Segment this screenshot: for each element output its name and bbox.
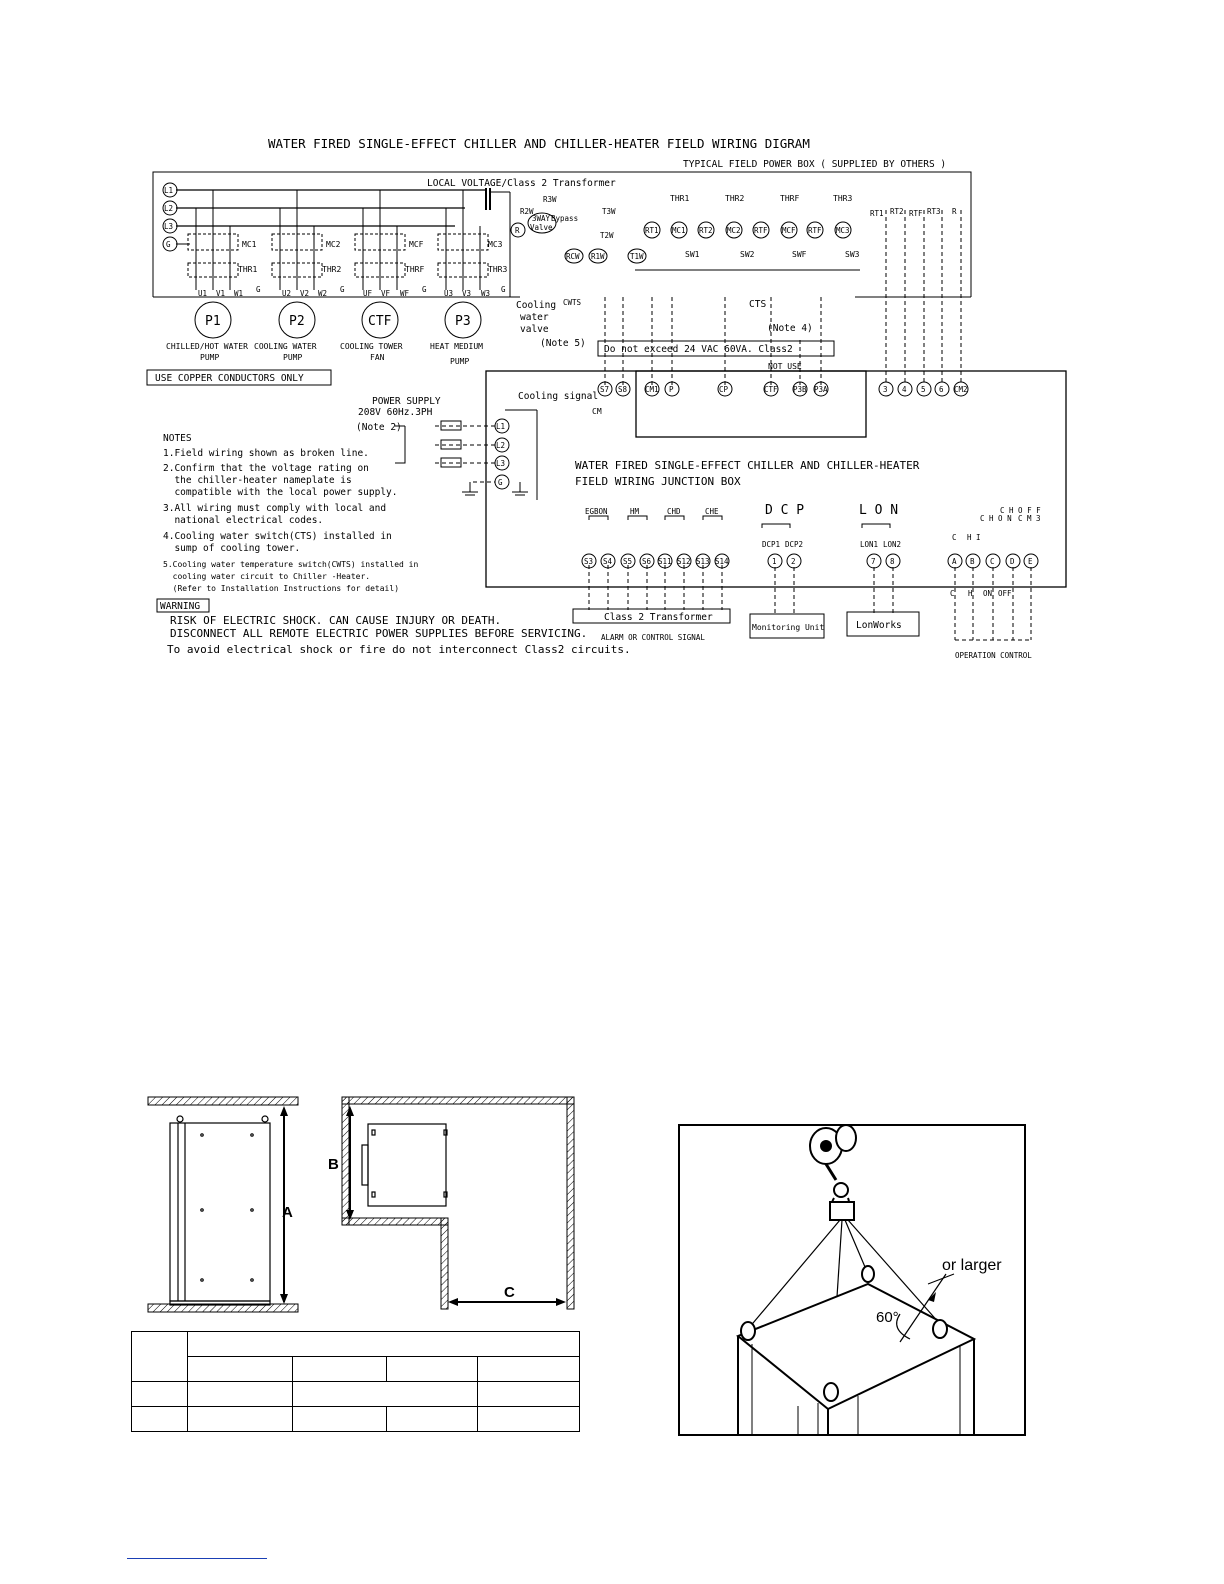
rcw-label: RCW [566,252,580,261]
relay-label: MC2 [727,226,741,235]
op-terminals [948,554,1038,568]
terminal-label: 3 [883,385,888,394]
terminal-label: CM1 [645,385,659,394]
t3w-label: T3W [602,207,616,216]
contactor-label: MC1 [242,240,257,249]
op-vertical-label: C H O N [980,514,1012,523]
terminal-label: S14 [715,557,729,566]
motor-p3-label: P3 [455,314,471,329]
field-wiring-diagram [0,0,1224,680]
table-cell [132,1332,188,1382]
lonworks-label: LonWorks [856,620,902,631]
terminal-label: W2 [318,289,328,298]
motor-caption: FAN [370,353,385,362]
op-vertical-label: C H O F F [1000,506,1041,515]
bypass-label: Bypass [551,214,579,223]
thermal-relay-label: THR2 [322,265,342,274]
op-switch-label: OFF [998,589,1012,598]
terminal-label: CP [719,385,729,394]
wiring-diagram-title: WATER FIRED SINGLE-EFFECT CHILLER AND CHILLER-HEATER FIELD WIRING DIGRAM [268,136,810,151]
lon-terminal-label: LON2 [883,540,902,549]
terminal-label: S5 [623,557,633,566]
terminal-label: S7 [600,385,610,394]
cts-label: CTS [749,299,767,310]
dcp-terminal-label: DCP2 [785,540,804,549]
table-row [132,1332,580,1357]
power-line-labels [163,183,177,251]
cooling-signal-label: Cooling signal [518,391,599,402]
line-label: L2 [164,204,174,213]
motor-caption: PUMP [450,357,470,366]
unit-plan-view [362,1124,447,1206]
motor-terminals [198,285,506,298]
terminal-label: P3A [814,385,828,394]
dcp-heading: D C P [765,503,805,518]
contactor-label: MC3 [488,240,503,249]
warning-line: DISCONNECT ALL REMOTE ELECTRIC POWER SUPPLIES BEFORE SERVICING. [170,627,588,640]
power-supply-note: (Note 2) [356,422,402,433]
cooling-water-valve-label: Cooling [516,300,557,311]
relay-label: MCF [782,226,796,235]
table-cell [188,1357,293,1382]
s-terminals [582,554,729,568]
note-line: cooling water circuit to Chiller -Heater. [163,572,371,581]
note-line: 1.Field wiring shown as broken line. [163,448,369,459]
motor-ctf-label: CTF [368,314,392,329]
relay-circle-labels [645,226,850,235]
terminal-label: S11 [658,557,672,566]
thermal-relay-label: THR1 [238,265,258,274]
arrowhead [556,1298,566,1306]
power-supply-spec: 208V 60Hz.3PH [358,407,433,418]
note5-label: (Note 5) [540,338,586,349]
r1w-label: R1W [591,252,605,261]
note-line: sump of cooling tower. [163,543,301,554]
relay-top-label: THR1 [670,194,690,203]
motor-caption: CHILLED/HOT WATER [166,342,248,351]
motor-caption: PUMP [200,353,220,362]
ceiling-hatch [148,1097,298,1105]
terminal-label: D [1010,557,1015,566]
terminal-label: L1 [496,422,506,431]
thermal-relay-label: THRF [405,265,425,274]
line-label: L1 [164,186,174,195]
terminal-label: WF [400,289,410,298]
switch-label: SW2 [740,250,755,259]
op-switch-label: H [968,589,973,598]
operation-control-label: OPERATION CONTROL [955,651,1032,660]
t1w-label: T1W [630,252,644,261]
motor-caption: COOLING TOWER [340,342,403,351]
footer-link-underline[interactable] [127,1558,267,1559]
motor-caption: COOLING WATER [254,342,317,351]
motor-p1-label: P1 [205,314,221,329]
op-switch-label: ON [983,589,993,598]
rigging-lifting-figure [678,1124,1026,1436]
terminal-label: C [990,557,995,566]
clearance-table [131,1331,580,1432]
note-line: national electrical codes. [163,515,324,526]
rt-label: R [952,207,957,216]
note-line: 4.Cooling water switch(CTS) installed in [163,531,392,542]
terminal-label: 8 [890,557,895,566]
alarm-control-label: ALARM OR CONTROL SIGNAL [601,633,705,642]
terminal-label: W3 [481,289,491,298]
table-cell [387,1407,478,1432]
terminal-label: 1 [772,557,777,566]
supply-terminals [495,419,509,489]
terminal-label: UF [363,289,373,298]
terminal-label: S6 [642,557,652,566]
terminal-label: L2 [496,441,506,450]
relay-top-label: THR3 [833,194,853,203]
terminal-label: G [498,478,503,487]
terminal-label: S4 [603,557,613,566]
op-vertical-label: H I [967,533,981,542]
terminal-label: P [669,385,674,394]
cooling-water-valve-label: valve [520,324,549,335]
terminal-label: V2 [300,289,310,298]
terminal-label: W1 [234,289,244,298]
terminal-label: S13 [696,557,710,566]
terminal-label: G [501,285,506,294]
note-line: NOTES [163,433,192,444]
motor-p2-label: P2 [289,314,305,329]
table-cell [293,1407,387,1432]
warning-line: RISK OF ELECTRIC SHOCK. CAN CAUSE INJURY OR DEATH. [170,614,502,627]
line-label: G [166,240,171,249]
power-box-label: TYPICAL FIELD POWER BOX ( SUPPLIED BY OTHERS ) [683,159,947,170]
table-cell [293,1357,387,1382]
switch-label: SW1 [685,250,700,259]
group-label: CHE [705,507,719,516]
terminal-label: CM2 [954,385,968,394]
terminal-label: U3 [444,289,454,298]
relay-label: RTF [808,226,822,235]
terminal-label: G [422,285,427,294]
relay-label: RTF [754,226,768,235]
line-label: L3 [164,222,174,231]
power-supply-label: POWER SUPPLY [372,396,441,407]
cwts-label: CWTS [563,298,582,307]
contactor-label: MC2 [326,240,341,249]
motor-caption: PUMP [283,353,303,362]
note4-label: (Note 4) [767,323,813,334]
terminal-label: 4 [902,385,907,394]
not-use-label: NOT USE [768,362,802,371]
terminal-label: A [952,557,957,566]
motor-caption: HEAT MEDIUM [430,342,483,351]
rt-label: RT3 [927,207,941,216]
lon-terminal-label: LON1 [860,540,879,549]
terminal-label: U1 [198,289,208,298]
warning-line: To avoid electrical shock or fire do not interconnect Class2 circuits. [167,643,631,656]
class2-transformer-label: Class 2 Transformer [604,612,713,623]
relay-r-label: R [515,226,520,235]
group-label: CHD [667,507,681,516]
op-vertical-label: C M 3 [1018,514,1041,523]
junction-box-title: WATER FIRED SINGLE-EFFECT CHILLER AND CHILLER-HEATER [575,459,920,472]
dimension-c-label: C [504,1284,515,1301]
table-cell [387,1357,478,1382]
arrowhead [280,1106,288,1116]
junction-top-terminals [598,382,828,396]
monitoring-unit-label: Monitoring Unit [752,623,825,632]
relay-label: MC3 [836,226,850,235]
relay-label: RT2 [699,226,713,235]
valve-label: Valve [530,223,553,232]
relay-label: RT1 [645,226,659,235]
relay-top-label: THRF [780,194,800,203]
thermal-relay-label: THR3 [488,265,508,274]
table-cell [188,1407,293,1432]
warning-label: WARNING [160,601,201,612]
op-vertical-label: C [952,533,957,542]
terminal-label: 7 [871,557,876,566]
table-cell [478,1407,580,1432]
terminal-label: CTF [764,385,778,394]
group-label: HM [630,507,640,516]
op-switch-label: C [950,589,955,598]
t2w-label: T2W [600,231,614,240]
terminal-label: L3 [496,459,506,468]
table-row [132,1382,580,1407]
terminal-label: U2 [282,289,292,298]
terminal-label: S12 [677,557,691,566]
notes-block [163,433,418,593]
terminal-label: P3B [793,385,807,394]
or-larger-label: or larger [942,1257,1002,1274]
terminal-label: 5 [921,385,926,394]
switch-label: SWF [792,250,807,259]
note-line: the chiller-heater nameplate is [163,475,352,486]
table-cell [478,1357,580,1382]
terminal-label: E [1028,557,1033,566]
junction-box-subtitle: FIELD WIRING JUNCTION BOX [575,475,741,488]
terminal-label: VF [381,289,391,298]
rt-label: RTF [909,209,923,218]
note-line: 3.All wiring must comply with local and [163,503,387,514]
table-cell [293,1382,478,1407]
note-line: 5.Cooling water temperature switch(CWTS) installed in [163,560,419,569]
table-cell [132,1382,188,1407]
junction-right-terminals [879,382,968,396]
dimension-b-label: B [328,1156,339,1173]
angle-label: 60° [876,1309,899,1326]
terminal-label: G [256,285,261,294]
contactor-label: MCF [409,240,424,249]
terminal-label: G [340,285,345,294]
table-cell [478,1382,580,1407]
clearance-table-container [131,1331,580,1432]
cm-label: CM [592,407,602,416]
dimension-a-label: A [282,1204,293,1221]
arrowhead [280,1294,288,1304]
arrowhead [448,1298,458,1306]
group-label: EGBON [585,507,608,516]
dcp-terminal-label: DCP1 [762,540,781,549]
r3w-label: R3W [543,195,557,204]
relay-top-label: THR2 [725,194,745,203]
rt-label: RT1 [870,209,884,218]
terminal-label: 6 [939,385,944,394]
cooling-water-valve-label: water [520,312,549,323]
local-voltage-label: LOCAL VOLTAGE/Class 2 Transformer [427,178,616,189]
relay-label: MC1 [672,226,686,235]
terminal-label: S3 [584,557,594,566]
voltage-limit-label: Do not exceed 24 VAC 60VA. Class2 [604,344,793,355]
unit-side-view [170,1116,270,1305]
rt-label: RT2 [890,207,904,216]
terminal-label: V1 [216,289,226,298]
terminal-label: B [970,557,975,566]
table-cell [132,1407,188,1432]
table-row [132,1407,580,1432]
lon-heading: L O N [859,503,899,518]
table-row [132,1357,580,1382]
terminal-label: S8 [618,385,628,394]
r2w-label: R2W [520,207,534,216]
table-cell [188,1382,293,1407]
note-line: 2.Confirm that the voltage rating on [163,463,369,474]
plan-view-walls [342,1097,574,1309]
table-cell [188,1332,580,1357]
note-line: compatible with the local power supply. [163,487,398,498]
terminal-label: 2 [791,557,796,566]
note-line: (Refer to Installation Instructions for detail) [163,584,400,593]
switch-label: SW3 [845,250,860,259]
copper-conductors-label: USE COPPER CONDUCTORS ONLY [155,373,304,384]
valve-label: 3WAY [532,214,551,223]
terminal-label: V3 [462,289,472,298]
